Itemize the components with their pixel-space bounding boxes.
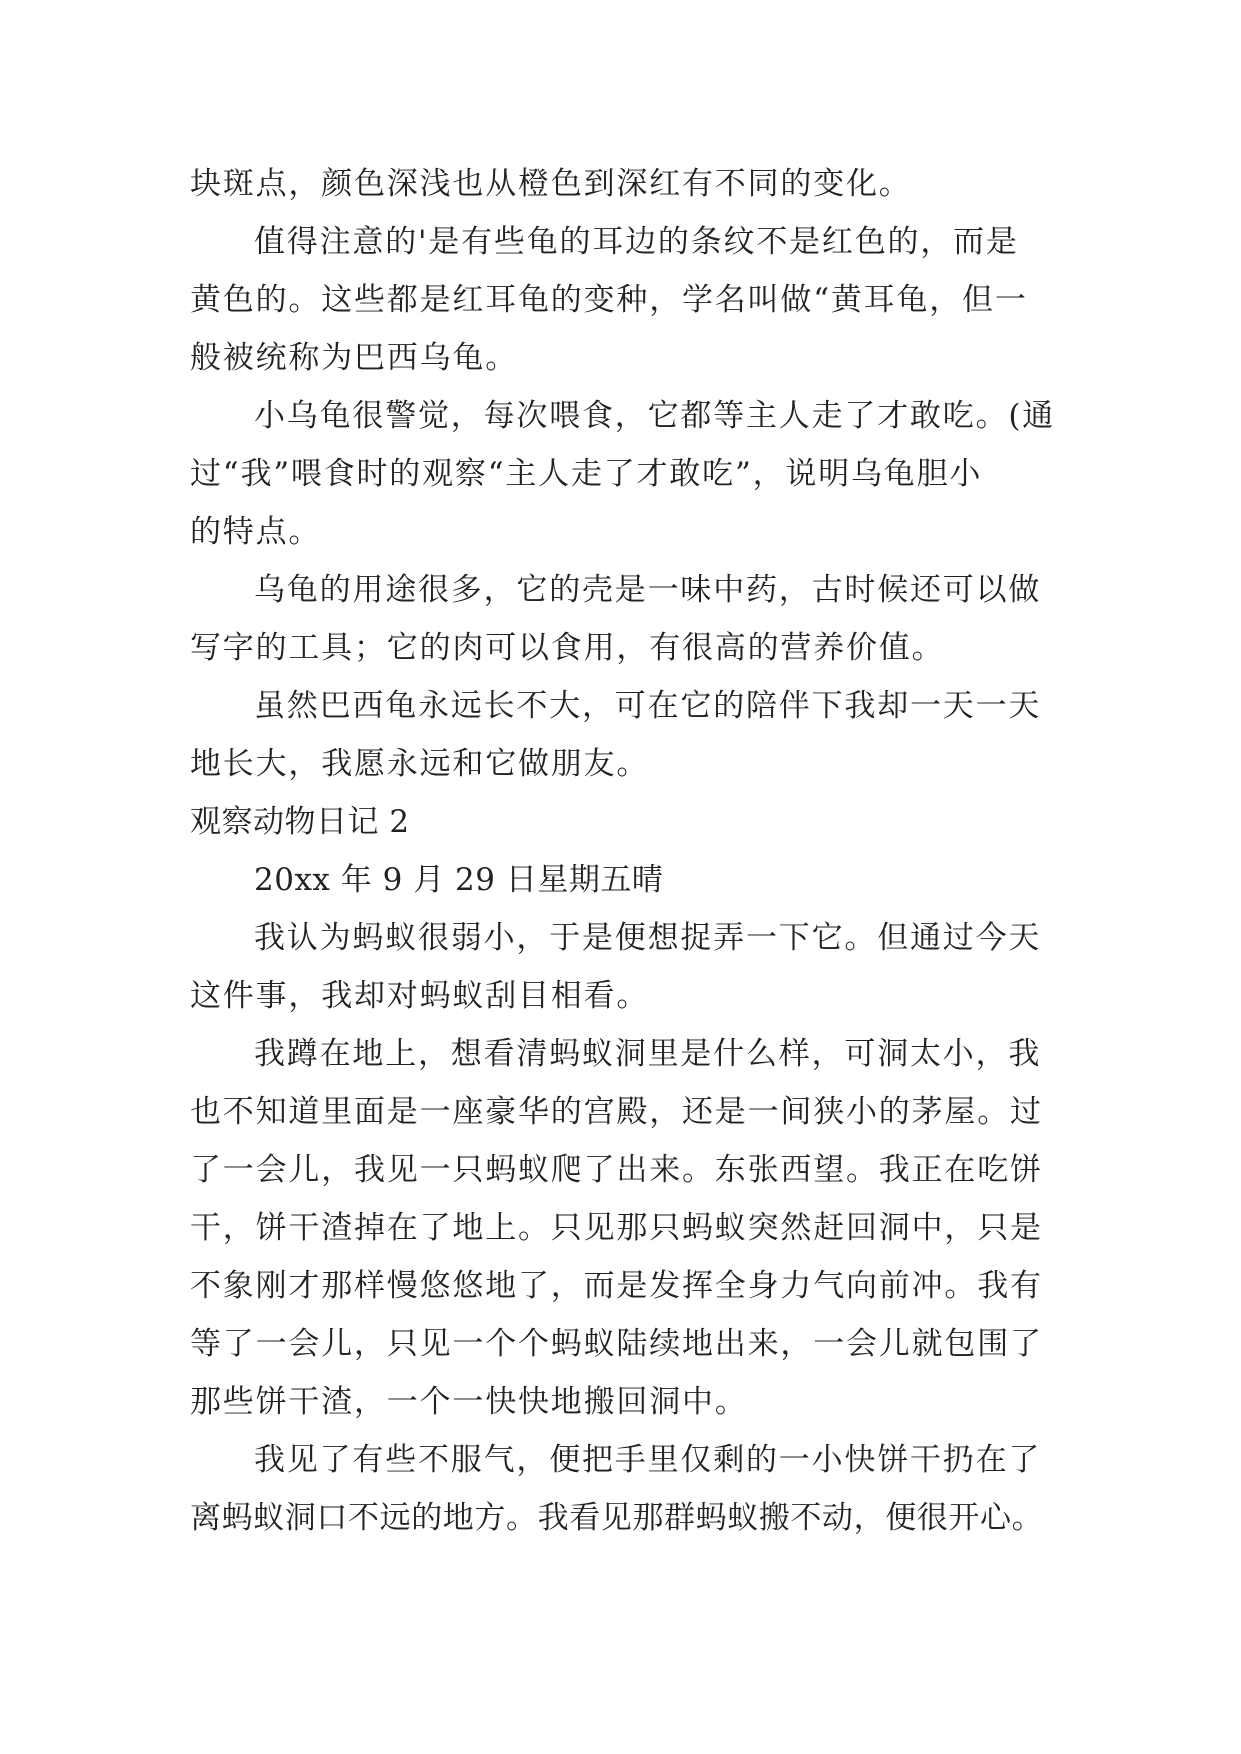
paragraph-start-line: 值得注意的'是有些龟的耳边的条纹不是红色的，而是 (254, 224, 1019, 260)
paragraph-start-line: 我蹲在地上，想看清蚂蚁洞里是什么样，可洞太小，我 (254, 1036, 1042, 1072)
text-line: 的特点。 (190, 514, 322, 550)
section-heading: 观察动物日记 2 (190, 804, 410, 840)
text-line: 那些饼干渣，一个一快快地搬回洞中。 (190, 1384, 748, 1420)
text-line: 也不知道里面是一座豪华的宫殿，还是一间狭小的茅屋。过 (190, 1094, 1043, 1130)
text-line: 干，饼干渣掉在了地上。只见那只蚂蚁突然赶回洞中，只是 (190, 1210, 1043, 1246)
paragraph-start-line: 小乌龟很警觉，每次喂食，它都等主人走了才敢吃。(通 (254, 398, 1056, 434)
text-line: 这件事，我却对蚂蚁刮目相看。 (190, 978, 650, 1014)
text-line: 等了一会儿，只见一个个蚂蚁陆续地出来，一会儿就包围了 (190, 1326, 1043, 1362)
paragraph-start-line: 虽然巴西龟永远长不大，可在它的陪伴下我却一天一天 (254, 688, 1042, 724)
diary-date-line: 20xx 年 9 月 29 日星期五晴 (254, 862, 664, 898)
text-line: 不象刚才那样慢悠悠地了，而是发挥全身力气向前冲。我有 (190, 1268, 1043, 1304)
text-line: 块斑点，颜色深浅也从橙色到深红有不同的变化。 (190, 166, 912, 202)
text-line: 般被统称为巴西乌龟。 (190, 340, 518, 376)
text-line: 写字的工具；它的肉可以食用，有很高的营养价值。 (190, 630, 945, 666)
text-line: 地长大，我愿永远和它做朋友。 (190, 746, 650, 782)
text-line: 黄色的。这些都是红耳龟的变种，学名叫做“黄耳龟，但一 (190, 282, 1028, 318)
paragraph-start-line: 我认为蚂蚁很弱小，于是便想捉弄一下它。但通过今天 (254, 920, 1042, 956)
paragraph-start-line: 我见了有些不服气，便把手里仅剩的一小快饼干扔在了 (254, 1442, 1042, 1478)
text-line: 离蚂蚁洞口不远的地方。我看见那群蚂蚁搬不动，便很开心。 (190, 1500, 1044, 1536)
text-line: 过“我”喂食时的观察“主人走了才敢吃”，说明乌龟胆小 (190, 456, 983, 492)
text-line: 了一会儿，我见一只蚂蚁爬了出来。东张西望。我正在吃饼 (190, 1152, 1043, 1188)
paragraph-start-line: 乌龟的用途很多，它的壳是一味中药，古时候还可以做 (254, 572, 1042, 608)
document-body (190, 155, 1056, 1547)
